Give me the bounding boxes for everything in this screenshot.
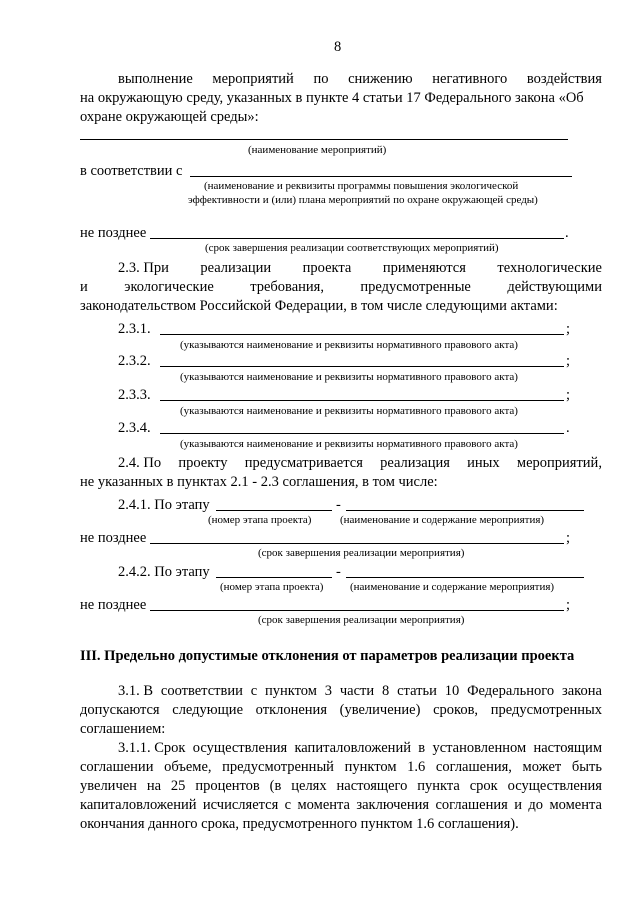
stage-number-line-1: [216, 510, 332, 511]
intro-line-1: [118, 70, 602, 88]
word: соглашения: [435, 797, 508, 813]
word: настоящего: [336, 778, 408, 794]
caption-deadline-measures: (срок завершения реализации соответствующих мероприятий): [205, 242, 499, 254]
caption-program-1: (наименование и реквизиты программы повышения экологической: [204, 180, 519, 192]
word: объеме,: [164, 759, 212, 775]
word: осуществления: [507, 778, 602, 794]
stage-end-1: ;: [566, 530, 571, 546]
word: и: [80, 279, 88, 295]
word: соглашения,: [435, 759, 512, 775]
caption-measures: (наименование мероприятий): [248, 144, 387, 156]
word: 8: [382, 683, 390, 699]
p311-line-2: [80, 758, 602, 776]
word: (в: [269, 778, 282, 794]
p311-line-1: [118, 739, 602, 757]
word: капиталовложений: [80, 797, 197, 813]
stage-content-line-1: [346, 510, 584, 511]
word: процентов: [195, 778, 260, 794]
word: в: [418, 740, 426, 756]
in-accordance-label: в соответствии с: [80, 163, 183, 179]
word: момента: [549, 797, 602, 813]
act-num-3: 2.3.3.: [118, 387, 151, 403]
p311-line-3: [80, 777, 602, 795]
stage-end-2: ;: [566, 597, 571, 613]
act-end-3: ;: [566, 387, 571, 403]
word: снижению: [348, 71, 413, 87]
word: действующими: [507, 279, 602, 295]
word: быть: [571, 759, 602, 775]
word: экологические: [124, 279, 214, 295]
word: 10: [444, 683, 460, 699]
word: срок: [469, 778, 498, 794]
word: установленном: [432, 740, 527, 756]
stage-dash-1: -: [336, 497, 341, 513]
word: пунктом: [265, 683, 317, 699]
word: соответствии: [160, 683, 243, 699]
act-line-2: [160, 366, 564, 367]
blank-line-program: [190, 176, 572, 177]
p31-line-3: соглашением:: [80, 721, 166, 737]
p31-line-1: [118, 682, 602, 700]
word: увеличен: [80, 778, 137, 794]
word: иных: [467, 455, 500, 471]
word: соглашении: [80, 759, 154, 775]
word: с: [250, 683, 258, 699]
word: пунктом: [344, 759, 397, 775]
word: технологические: [497, 260, 602, 276]
word: требования,: [250, 279, 324, 295]
p31-line-2: [80, 701, 602, 719]
stage-dash-2: -: [336, 564, 341, 580]
stage-not-later-1: не позднее: [80, 530, 147, 546]
act-caption-4: (указываются наименование и реквизиты нормативного правового акта): [180, 438, 518, 450]
section-title: III. Предельно допустимые отклонения от параметров реализации проекта: [80, 648, 575, 664]
act-caption-1: (указываются наименование и реквизиты нормативного правового акта): [180, 339, 518, 351]
word: реализация: [380, 455, 450, 471]
stage-caption-content-1: (наименование и содержание мероприятия): [340, 514, 545, 526]
word: мероприятий,: [516, 455, 602, 471]
stage-content-line-2: [346, 577, 584, 578]
word: применяются: [382, 260, 466, 276]
act-end-1: ;: [566, 321, 571, 337]
word: воздействия: [526, 71, 602, 87]
stage-caption-number-2: (номер этапа проекта): [220, 581, 324, 593]
word: заключения: [356, 797, 430, 813]
act-line-4: [160, 433, 564, 434]
word: допускаются: [80, 702, 160, 718]
caption-program-2: эффективности и (или) плана мероприятий по охране окружающей среды): [188, 194, 538, 206]
word: 3.1.1. Срок: [118, 740, 186, 756]
act-caption-2: (указываются наименование и реквизиты нормативного правового акта): [180, 371, 518, 383]
word: проекта: [302, 260, 352, 276]
word: осуществления: [192, 740, 288, 756]
word: предусмотренные: [360, 279, 471, 295]
p23-line-3: законодательством Российской Федерации, в том числе следующими актами:: [80, 298, 558, 314]
word: следующие: [172, 702, 244, 718]
act-line-1: [160, 334, 564, 335]
word: сроков,: [433, 702, 479, 718]
word: настоящим: [533, 740, 602, 756]
word: статьи: [397, 683, 437, 699]
stage-caption-number-1: (номер этапа проекта): [208, 514, 312, 526]
stage-number-line-2: [216, 577, 332, 578]
word: исчисляется: [202, 797, 279, 813]
p24-line-1: [118, 454, 602, 472]
word: 1.6: [407, 759, 426, 775]
stage-caption-deadline-2: (срок завершения реализации мероприятия): [258, 614, 465, 626]
p23-line-2: [80, 278, 602, 296]
word: целях: [291, 778, 327, 794]
word: (увеличение): [339, 702, 421, 718]
word: до: [528, 797, 544, 813]
blank-line-deadline: [150, 238, 564, 239]
stage-deadline-line-2: [150, 610, 564, 611]
word: момента: [297, 797, 350, 813]
act-end-4: .: [566, 420, 570, 436]
word: предусмотренных: [490, 702, 602, 718]
act-num-4: 2.3.4.: [118, 420, 151, 436]
word: 2.3. При: [118, 260, 169, 276]
act-num-2: 2.3.2.: [118, 353, 151, 369]
word: реализации: [200, 260, 272, 276]
intro-line-2: на окружающую среду, указанных в пункте 4 статьи 17 Федерального закона «Об: [80, 90, 584, 106]
word: 2.4. По: [118, 455, 162, 471]
act-num-1: 2.3.1.: [118, 321, 151, 337]
act-end-2: ;: [566, 353, 571, 369]
stage-not-later-2: не позднее: [80, 597, 147, 613]
word: выполнение: [118, 71, 193, 87]
stage-caption-deadline-1: (срок завершения реализации мероприятия): [258, 547, 465, 559]
word: 3: [324, 683, 333, 699]
act-line-3: [160, 400, 564, 401]
word: проекту: [178, 455, 228, 471]
period-mark: .: [565, 225, 569, 241]
word: пункта: [417, 778, 460, 794]
p311-line-4: [80, 796, 602, 814]
word: может: [522, 759, 562, 775]
word: капиталовложений: [294, 740, 411, 756]
stage-caption-content-2: (наименование и содержание мероприятия): [350, 581, 555, 593]
word: Федерального: [467, 683, 555, 699]
intro-line-3: охране окружающей среды»:: [80, 109, 259, 125]
word: отклонения: [255, 702, 327, 718]
blank-line-measures: [80, 139, 568, 140]
stage-label-2: 2.4.2. По этапу: [118, 564, 210, 580]
p23-line-1: [118, 259, 602, 277]
not-later-label: не позднее: [80, 225, 147, 241]
word: по: [313, 71, 329, 87]
word: предусматривается: [244, 455, 363, 471]
word: негативного: [432, 71, 508, 87]
word: с: [284, 797, 292, 813]
p24-line-2: не указанных в пунктах 2.1 - 2.3 соглашения, в том числе:: [80, 474, 438, 490]
word: части: [339, 683, 375, 699]
word: и: [514, 797, 522, 813]
page-number: 8: [334, 39, 342, 55]
word: 3.1. В: [118, 683, 154, 699]
stage-deadline-line-1: [150, 543, 564, 544]
word: предусмотренный: [222, 759, 334, 775]
p311-line-5: окончания данного срока, предусмотренного пунктом 1.6 соглашения).: [80, 816, 519, 832]
act-caption-3: (указываются наименование и реквизиты нормативного правового акта): [180, 405, 518, 417]
word: мероприятий: [212, 71, 294, 87]
word: на: [146, 778, 162, 794]
word: закона: [561, 683, 602, 699]
stage-label-1: 2.4.1. По этапу: [118, 497, 210, 513]
word: 25: [170, 778, 186, 794]
